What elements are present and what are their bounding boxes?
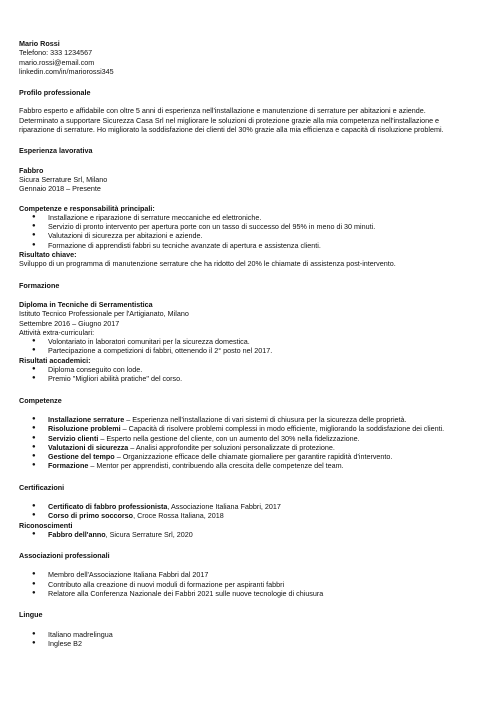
certification-item bbox=[19, 502, 484, 511]
extracurricular-list bbox=[19, 337, 484, 356]
skill-item bbox=[19, 434, 484, 443]
skill-item bbox=[19, 443, 484, 452]
list-item: ● Relatore alla Conferenza Nazionale dei Fabbri 2021 sulle nuove tecnologie di chiusura bbox=[19, 589, 484, 598]
list-item: ● Diploma conseguito con lode. bbox=[19, 365, 484, 374]
certifications-heading: Certificazioni bbox=[19, 482, 65, 492]
responsibilities-list bbox=[19, 213, 484, 250]
skill-name: Gestione del tempo bbox=[48, 452, 115, 462]
academic-results-list bbox=[19, 365, 484, 384]
degree-title: Diploma in Tecniche di Serramentistica bbox=[19, 299, 153, 309]
skill-name: Formazione bbox=[48, 461, 89, 471]
responsibilities-heading: Competenze e responsabilità principali: bbox=[19, 203, 155, 213]
languages-list bbox=[19, 630, 484, 649]
list-item: ● Inglese B2 bbox=[19, 639, 484, 648]
list-item: ● Volontariato in laboratori comunitari per la sicurezza domestica. bbox=[19, 337, 484, 346]
skills-heading: Competenze bbox=[19, 395, 62, 405]
awards-list bbox=[19, 530, 484, 539]
profile-heading: Profilo professionale bbox=[19, 88, 91, 98]
skill-name: Risoluzione problemi bbox=[48, 424, 121, 434]
extracurricular-heading: Attività extra-curriculari: bbox=[19, 327, 95, 337]
email-line: mario.rossi@email.com bbox=[19, 57, 95, 67]
skill-desc: – Esperienza nell'installazione di vari sistemi di chiusura per la sicurezza delle proprietà. bbox=[124, 414, 407, 424]
skill-desc: – Esperto nella gestione del cliente, con un aumento del 30% nella fidelizzazione. bbox=[98, 433, 360, 443]
job-dates: Gennaio 2018 – Presente bbox=[19, 184, 101, 194]
linkedin-line: linkedin.com/in/mariorossi345 bbox=[19, 66, 114, 76]
award-desc: , Sicura Serrature Srl, 2020 bbox=[105, 529, 193, 539]
associations-heading: Associazioni professionali bbox=[19, 551, 110, 561]
award-name: Fabbro dell'anno bbox=[48, 529, 106, 539]
education-heading: Formazione bbox=[19, 280, 60, 290]
key-result-text: Sviluppo di un programma di manutenzione serrature che ha ridotto del 20% le chiamate di assistenza post-intervento. bbox=[19, 259, 396, 269]
associations-list bbox=[19, 570, 484, 598]
skill-desc: – Capacità di risolvere problemi complessi in modo efficiente, migliorando la soddisfazione dei clienti. bbox=[120, 424, 445, 434]
list-item: ● Partecipazione a competizioni di fabbri, ottenendo il 2° posto nel 2017. bbox=[19, 346, 484, 355]
skill-item bbox=[19, 415, 484, 424]
skill-item bbox=[19, 424, 484, 433]
experience-heading: Esperienza lavorativa bbox=[19, 146, 93, 156]
education-dates: Settembre 2016 – Giugno 2017 bbox=[19, 318, 120, 328]
list-item: ● Italiano madrelingua bbox=[19, 630, 484, 639]
skill-name: Servizio clienti bbox=[48, 433, 99, 443]
skills-list bbox=[19, 415, 484, 471]
list-item: ● Servizio di pronto intervento per apertura porte con un tasso di successo del 95% in meno di 30 minuti. bbox=[19, 222, 484, 231]
key-result-heading: Risultato chiave: bbox=[19, 250, 77, 260]
profile-line: Fabbro esperto e affidabile con oltre 5 anni di esperienza nell'installazione e manutenzione di serrature per abitazioni e aziende. bbox=[19, 106, 426, 116]
academic-results-heading: Risultati accademici: bbox=[19, 355, 91, 365]
list-item: ● Formazione di apprendisti fabbri su tecniche avanzate di apertura e assistenza clienti. bbox=[19, 241, 484, 250]
list-item: ● Premio "Migliori abilità pratiche" del corso. bbox=[19, 374, 484, 383]
profile-line: Determinato a supportare Sicurezza Casa Srl nel migliorare le soluzioni di protezione grazie alla mia competenza nell'installazione e bbox=[19, 115, 440, 125]
list-item: ● Contributo alla creazione di nuovi moduli di formazione per aspiranti fabbri bbox=[19, 580, 484, 589]
cv-content bbox=[19, 39, 484, 648]
certification-name: Corso di primo soccorso bbox=[48, 511, 134, 521]
phone-line: Telefono: 333 1234567 bbox=[19, 48, 93, 58]
list-item: ● Installazione e riparazione di serrature meccaniche ed elettroniche. bbox=[19, 213, 484, 222]
job-role: Fabbro bbox=[19, 165, 44, 175]
certification-desc: , Associazione Italiana Fabbri, 2017 bbox=[167, 501, 281, 511]
profile-line: riparazione di serrature. Ho migliorato la soddisfazione dei clienti del 30% grazie alla mia efficienza e capacità di risoluzione problemi. bbox=[19, 125, 444, 135]
skill-name: Valutazioni di sicurezza bbox=[48, 442, 129, 452]
certification-item bbox=[19, 511, 484, 520]
candidate-name: Mario Rossi bbox=[19, 39, 60, 48]
languages-heading: Lingue bbox=[19, 610, 43, 620]
list-item: ● Valutazioni di sicurezza per abitazioni e aziende. bbox=[19, 231, 484, 240]
award-item bbox=[19, 530, 484, 539]
skill-name: Installazione serrature bbox=[48, 414, 125, 424]
awards-heading: Riconoscimenti bbox=[19, 520, 73, 530]
job-company: Sicura Serrature Srl, Milano bbox=[19, 174, 108, 184]
certification-desc: , Croce Rossa Italiana, 2018 bbox=[133, 511, 224, 521]
school-name: Istituto Tecnico Professionale per l'Artigianato, Milano bbox=[19, 309, 189, 319]
list-item: ● Membro dell'Associazione Italiana Fabbri dal 2017 bbox=[19, 570, 484, 579]
certifications-list bbox=[19, 502, 484, 521]
skill-item bbox=[19, 452, 484, 461]
certification-name: Certificato di fabbro professionista bbox=[48, 501, 168, 511]
skill-desc: – Mentor per apprendisti, contribuendo alla crescita delle competenze del team. bbox=[88, 461, 344, 471]
skill-desc: – Organizzazione efficace delle chiamate giornaliere per garantire rapidità d'intervento. bbox=[114, 452, 393, 462]
skill-item bbox=[19, 461, 484, 470]
skill-desc: – Analisi approfondite per soluzioni personalizzate di protezione. bbox=[128, 442, 335, 452]
